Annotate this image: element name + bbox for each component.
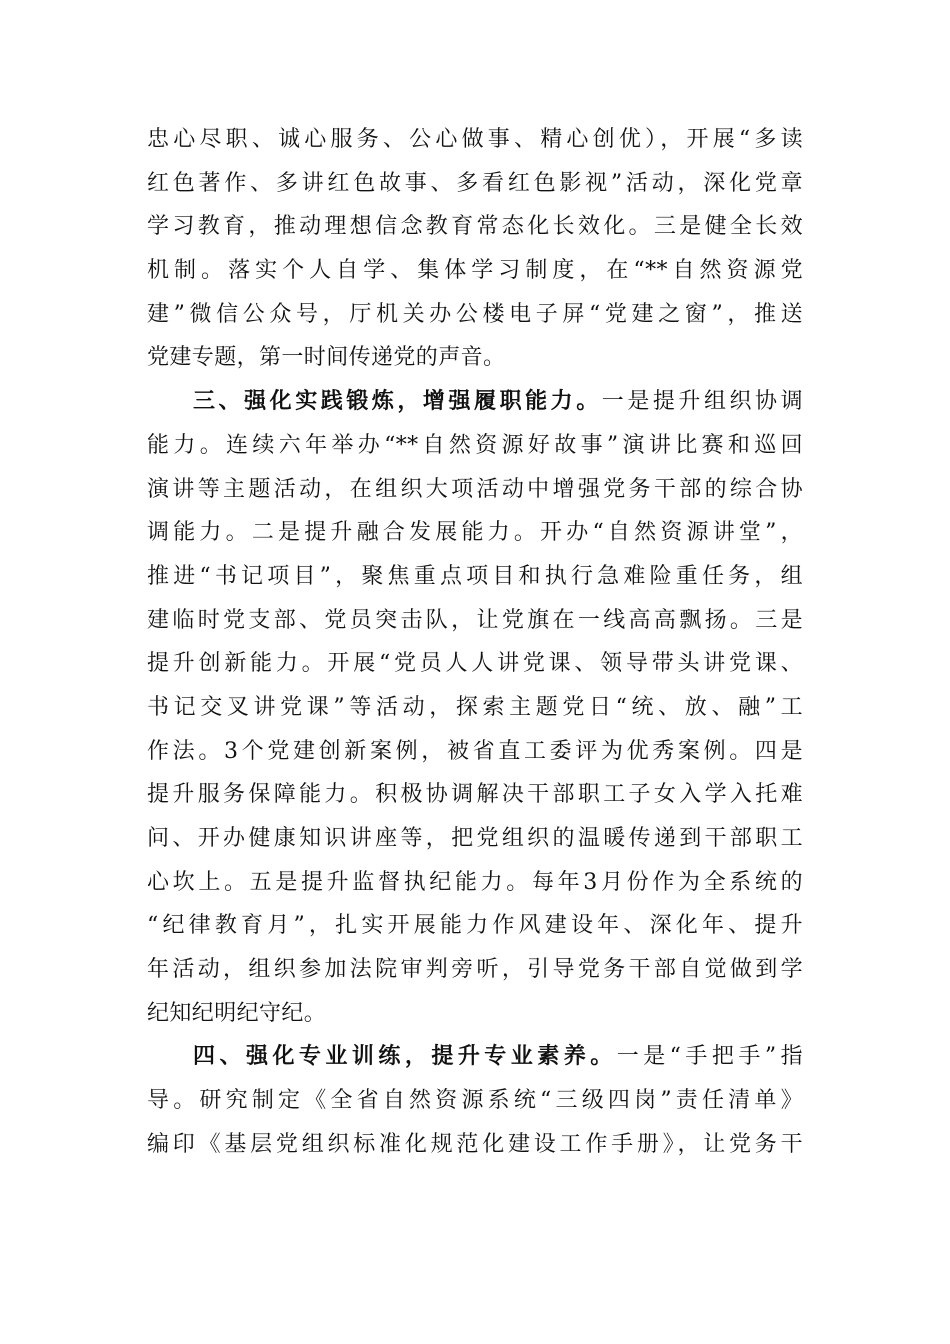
text-line: 建临时党支部、党员突击队，让党旗在一线高高飘扬。三是 [147, 607, 803, 633]
text-line: 能力。连续六年举办“**自然资源好故事”演讲比赛和巡回 [147, 432, 803, 458]
text-line: 心坎上。五是提升监督执纪能力。每年3月份作为全系统的 [147, 869, 803, 895]
text-line: 建”微信公众号，厅机关办公楼电子屏“党建之窗”，推送 [147, 301, 803, 327]
text-line: 红色著作、多讲红色故事、多看红色影视”活动，深化党章 [147, 170, 803, 196]
text-line: “纪律教育月”，扎实开展能力作风建设年、深化年、提升 [147, 913, 803, 939]
text-line: 提升服务保障能力。积极协调解决干部职工子女入学入托难 [147, 782, 803, 808]
text-line: 问、开办健康知识讲座等，把党组织的温暖传递到干部职工 [147, 826, 803, 851]
text-line: 忠心尽职、诚心服务、公心做事、精心创优），开展“多读 [147, 127, 803, 152]
document-body [147, 118, 803, 1167]
text-line: 机制。落实个人自学、集体学习制度，在“**自然资源党 [147, 258, 803, 284]
text-line: 党建专题，第一时间传递党的声音。 [147, 345, 506, 371]
section-heading: 四、强化专业训练，提升专业素养。 [193, 1043, 617, 1070]
text-line: 年活动，组织参加法院审判旁听，引导党务干部自觉做到学 [147, 957, 803, 983]
text-line: 学习教育，推动理想信念教育常态化长效化。三是健全长效 [147, 214, 803, 240]
section-heading-line: 四、强化专业训练，提升专业素养。一是“手把手”指 [193, 1043, 803, 1070]
text-line: 作法。3个党建创新案例，被省直工委评为优秀案例。四是 [147, 738, 803, 764]
text-line: 书记交叉讲党课”等活动，探索主题党日“统、放、融”工 [147, 694, 803, 720]
text-line: 推进“书记项目”，聚焦重点项目和执行急难险重任务，组 [147, 563, 803, 589]
section-heading: 三、强化实践锻炼，增强履职能力。 [193, 388, 602, 415]
text-line: 编印《基层党组织标准化规范化建设工作手册》，让党务干 [147, 1131, 803, 1157]
section-heading-line: 三、强化实践锻炼，增强履职能力。一是提升组织协调 [193, 388, 803, 415]
text-line: 调能力。二是提升融合发展能力。开办“自然资源讲堂”， [147, 520, 803, 546]
text-line: 提升创新能力。开展“党员人人讲党课、领导带头讲党课、 [147, 651, 803, 677]
text-line: 演讲等主题活动，在组织大项活动中增强党务干部的综合协 [147, 476, 803, 502]
text-line: 纪知纪明纪守纪。 [147, 1000, 327, 1026]
text-line: 导。研究制定《全省自然资源系统“三级四岗”责任清单》 [147, 1088, 803, 1114]
